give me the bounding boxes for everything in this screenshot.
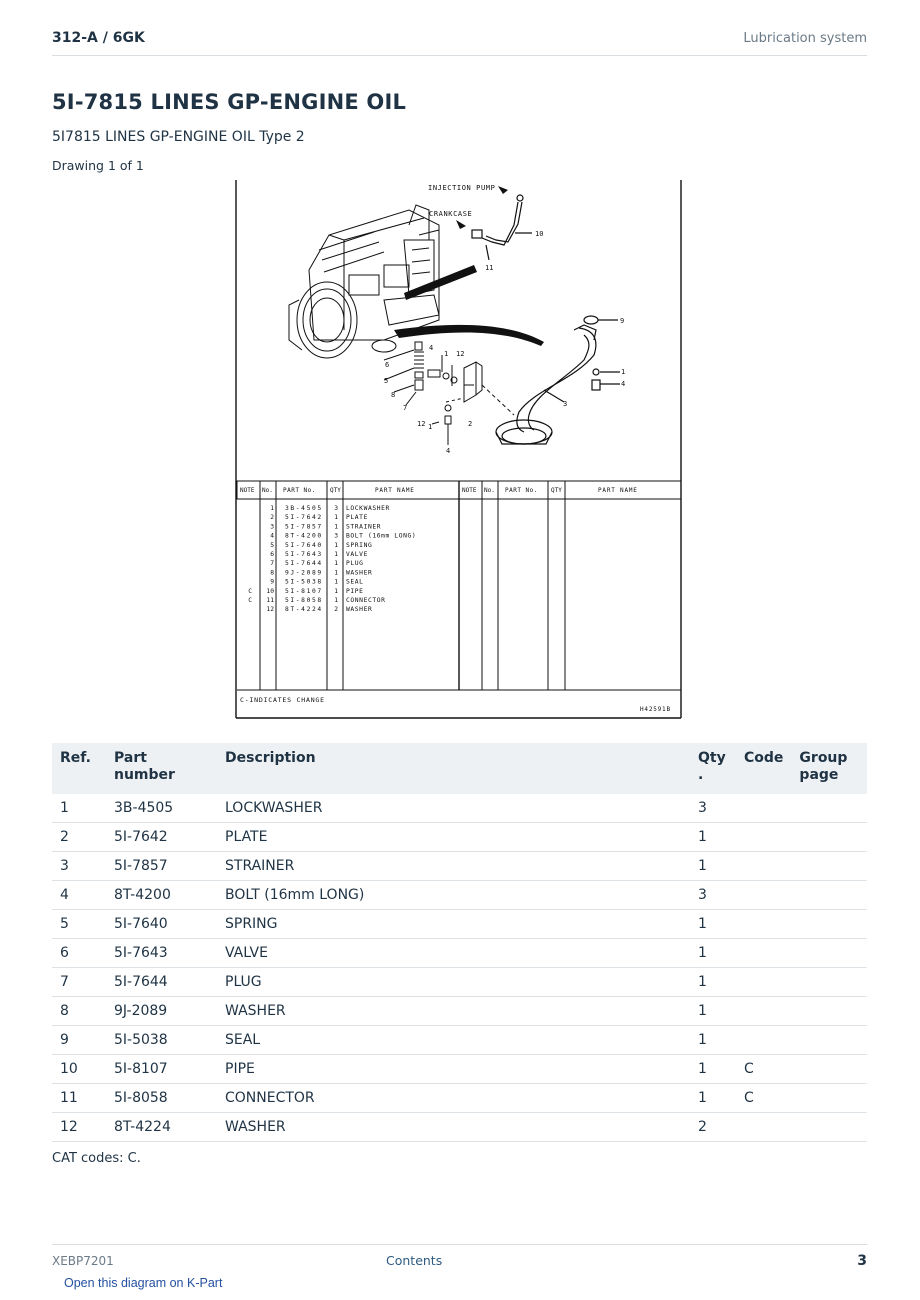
- col-group-page: [791, 743, 867, 794]
- drawing-row-no: 11: [266, 597, 274, 604]
- cell-code: C: [736, 1055, 791, 1084]
- col-code: Code: [736, 743, 791, 794]
- cell-ref: 8: [52, 997, 106, 1026]
- callout-12a: 12: [456, 350, 465, 358]
- table-row: [52, 1026, 867, 1055]
- drawing-row-no: 2: [270, 514, 274, 522]
- dh-part-name-2: PART NAME: [598, 487, 638, 494]
- change-note: C-INDICATES CHANGE: [240, 696, 325, 704]
- callout-4c: 4: [446, 447, 451, 455]
- callout-7: 7: [403, 404, 408, 412]
- drawing-row-qty: 1: [334, 578, 338, 586]
- cell-qty: 1: [690, 823, 736, 852]
- cell-description: CONNECTOR: [217, 1084, 690, 1113]
- cell-qty: 1: [690, 1084, 736, 1113]
- cell-code: [736, 881, 791, 910]
- drawing-row-no: 4: [270, 532, 274, 540]
- callout-6: 6: [385, 361, 390, 369]
- cell-description: LOCKWASHER: [217, 794, 690, 823]
- cell-description: PLUG: [217, 968, 690, 997]
- cell-group-page: [791, 852, 867, 881]
- table-row: [52, 794, 867, 823]
- parts-table-header: [52, 743, 867, 794]
- dh-qty-2: QTY: [551, 487, 562, 494]
- cell-description: SPRING: [217, 910, 690, 939]
- callout-5: 5: [384, 377, 389, 385]
- drawing-row-name: CONNECTOR: [346, 597, 386, 604]
- col-group-line1: Group: [799, 750, 848, 766]
- drawing-row-qty: 1: [334, 523, 338, 531]
- cell-qty: 1: [690, 852, 736, 881]
- col-qty-line2: .: [698, 767, 704, 783]
- callout-2: 2: [468, 420, 473, 428]
- cell-ref: 1: [52, 794, 106, 823]
- drawing-row-no: 5: [270, 541, 274, 549]
- drawing-row-qty: 1: [334, 551, 338, 558]
- page-title: 5I-7815 LINES GP-ENGINE OIL: [52, 90, 407, 114]
- cell-qty: 1: [690, 910, 736, 939]
- drawing-row-part: 5I-7644: [285, 560, 323, 568]
- drawing-row-part: 5I-5038: [285, 578, 323, 586]
- drawing-row-part: 8T-4200: [285, 532, 323, 540]
- callout-1b: 1: [621, 368, 626, 376]
- section-label: Lubrication system: [743, 31, 867, 46]
- col-description: Description: [217, 743, 690, 794]
- drawing-row-name: PLATE: [346, 514, 368, 522]
- cell-ref: 2: [52, 823, 106, 852]
- drawing-number: H42591B: [640, 706, 671, 713]
- cell-code: [736, 852, 791, 881]
- col-ref: Ref.: [52, 743, 106, 794]
- drawing-row-part: 3B-4505: [285, 505, 323, 512]
- cell-group-page: [791, 968, 867, 997]
- cell-part-number: 8T-4224: [106, 1113, 217, 1142]
- table-row: [52, 852, 867, 881]
- cell-ref: 7: [52, 968, 106, 997]
- dh-qty: QTY: [330, 487, 341, 494]
- cell-part-number: 5I-7857: [106, 852, 217, 881]
- drawing-row-part: 5I-7643: [285, 551, 323, 558]
- callout-injection-pump: INJECTION PUMP: [428, 184, 496, 192]
- cell-part-number: 5I-7643: [106, 939, 217, 968]
- table-row: [52, 997, 867, 1026]
- cell-code: [736, 1026, 791, 1055]
- cell-group-page: [791, 1026, 867, 1055]
- cell-part-number: 9J-2089: [106, 997, 217, 1026]
- cell-code: [736, 968, 791, 997]
- drawing-row-no: 1: [270, 505, 274, 512]
- dh-note-2: NOTE: [462, 487, 477, 494]
- cell-group-page: [791, 1084, 867, 1113]
- drawing-row-name: LOCKWASHER: [346, 505, 390, 512]
- drawing-row-qty: 1: [334, 587, 338, 595]
- drawing-row-no: 6: [270, 551, 274, 558]
- drawing-row-note: C: [248, 587, 252, 595]
- drawing-counter: Drawing 1 of 1: [52, 158, 144, 173]
- cell-part-number: 3B-4505: [106, 794, 217, 823]
- dh-part-no: PART No.: [283, 487, 316, 494]
- cell-part-number: 5I-7644: [106, 968, 217, 997]
- drawing-row-qty: 1: [334, 560, 338, 568]
- page-footer: [52, 1244, 867, 1275]
- drawing-row-name: VALVE: [346, 551, 368, 558]
- drawing-row-part: 5I-8107: [285, 587, 323, 595]
- cell-qty: 2: [690, 1113, 736, 1142]
- drawing-row-name: WASHER: [346, 569, 373, 577]
- drawing-row-name: SPRING: [346, 541, 373, 549]
- cell-group-page: [791, 997, 867, 1026]
- cell-qty: 1: [690, 1055, 736, 1084]
- cell-qty: 1: [690, 939, 736, 968]
- cell-group-page: [791, 794, 867, 823]
- drawing-row-name: PIPE: [346, 587, 364, 595]
- cell-code: [736, 997, 791, 1026]
- cell-code: [736, 823, 791, 852]
- contents-link[interactable]: Contents: [386, 1253, 443, 1268]
- drawing-row-name: WASHER: [346, 606, 373, 614]
- drawing-row-no: 9: [270, 578, 274, 586]
- cell-code: [736, 794, 791, 823]
- dh-no: No.: [262, 487, 273, 494]
- page-header: [52, 28, 867, 56]
- drawing-row-part: 5I-7857: [285, 523, 323, 531]
- callout-3: 3: [563, 400, 568, 408]
- cell-group-page: [791, 881, 867, 910]
- cell-code: C: [736, 1084, 791, 1113]
- callout-1a: 1: [444, 350, 449, 358]
- cell-qty: 1: [690, 1026, 736, 1055]
- drawing-row-part: 9J-2089: [285, 569, 323, 577]
- drawing-row-qty: 1: [334, 569, 338, 577]
- cell-ref: 6: [52, 939, 106, 968]
- col-qty-line1: Qty: [698, 750, 726, 766]
- cell-code: [736, 1113, 791, 1142]
- cell-ref: 9: [52, 1026, 106, 1055]
- drawing-row-name: BOLT (16mm LONG): [346, 532, 417, 540]
- cell-group-page: [791, 910, 867, 939]
- drawing-row-part: 5I-7642: [285, 514, 323, 522]
- drawing-row-no: 12: [266, 606, 274, 614]
- callout-crankcase: CRANKCASE: [429, 210, 473, 218]
- cell-part-number: 8T-4200: [106, 881, 217, 910]
- table-row: [52, 881, 867, 910]
- callout-12b: 12: [417, 420, 426, 428]
- callout-10: 10: [535, 230, 544, 238]
- drawing-row-qty: 3: [334, 505, 338, 512]
- cell-ref: 12: [52, 1113, 106, 1142]
- col-group-line2: page: [799, 767, 839, 783]
- table-row: [52, 823, 867, 852]
- cell-description: PLATE: [217, 823, 690, 852]
- document-id: XEBP7201: [52, 1254, 114, 1268]
- cell-description: PIPE: [217, 1055, 690, 1084]
- table-row: [52, 968, 867, 997]
- drawing-row-qty: 2: [334, 606, 338, 614]
- cell-group-page: [791, 1055, 867, 1084]
- callout-4a: 4: [429, 344, 434, 352]
- drawing-row-note: C: [248, 597, 252, 604]
- page-number: 3: [857, 1253, 867, 1269]
- cell-ref: 10: [52, 1055, 106, 1084]
- cell-code: [736, 910, 791, 939]
- drawing-row-qty: 1: [334, 514, 338, 522]
- drawing-row-no: 8: [270, 569, 274, 577]
- cell-qty: 3: [690, 881, 736, 910]
- drawing-row-name: SEAL: [346, 578, 364, 586]
- cell-qty: 1: [690, 968, 736, 997]
- drawing-row-name: STRAINER: [346, 523, 382, 531]
- table-row: [52, 1113, 867, 1142]
- dh-no-2: No.: [484, 487, 495, 494]
- open-kpart-link[interactable]: Open this diagram on K-Part: [64, 1276, 223, 1290]
- cell-description: WASHER: [217, 1113, 690, 1142]
- cell-part-number: 5I-7640: [106, 910, 217, 939]
- cell-ref: 4: [52, 881, 106, 910]
- cell-group-page: [791, 823, 867, 852]
- col-qty: [690, 743, 736, 794]
- cell-ref: 11: [52, 1084, 106, 1113]
- cell-ref: 5: [52, 910, 106, 939]
- cell-part-number: 5I-8058: [106, 1084, 217, 1113]
- drawing-row-part: 5I-8058: [285, 597, 323, 604]
- drawing-row-part: 8T-4224: [285, 606, 323, 614]
- cat-codes-note: CAT codes: C.: [52, 1151, 141, 1166]
- cell-description: VALVE: [217, 939, 690, 968]
- parts-diagram: [234, 180, 684, 725]
- table-row: [52, 910, 867, 939]
- drawing-row-no: 3: [270, 523, 274, 531]
- model-label: 312-A / 6GK: [52, 30, 145, 46]
- dh-part-name: PART NAME: [375, 487, 415, 494]
- col-part-number: Part number: [106, 743, 217, 794]
- callout-1c: 1: [428, 423, 433, 431]
- cell-description: WASHER: [217, 997, 690, 1026]
- drawing-row-qty: 1: [334, 597, 338, 604]
- dh-note: NOTE: [240, 487, 255, 494]
- cell-qty: 1: [690, 997, 736, 1026]
- parts-diagram-svg: [234, 180, 684, 725]
- dh-part-no-2: PART No.: [505, 487, 538, 494]
- cell-ref: 3: [52, 852, 106, 881]
- cell-part-number: 5I-5038: [106, 1026, 217, 1055]
- table-row: [52, 939, 867, 968]
- cell-description: BOLT (16mm LONG): [217, 881, 690, 910]
- drawing-row-part: 5I-7640: [285, 541, 323, 549]
- drawing-row-no: 10: [266, 587, 274, 595]
- cell-description: SEAL: [217, 1026, 690, 1055]
- callout-8: 8: [391, 391, 396, 399]
- drawing-parts-rows: [248, 505, 416, 613]
- cell-code: [736, 939, 791, 968]
- callout-4b: 4: [621, 380, 626, 388]
- cell-group-page: [791, 939, 867, 968]
- parts-table: [52, 743, 867, 1142]
- table-row: [52, 1084, 867, 1113]
- cell-qty: 3: [690, 794, 736, 823]
- cell-group-page: [791, 1113, 867, 1142]
- cell-part-number: 5I-7642: [106, 823, 217, 852]
- table-row: [52, 1055, 867, 1084]
- callout-9: 9: [620, 317, 625, 325]
- callout-11: 11: [485, 264, 494, 272]
- drawing-row-qty: 1: [334, 541, 338, 549]
- drawing-row-qty: 3: [334, 532, 338, 540]
- cell-part-number: 5I-8107: [106, 1055, 217, 1084]
- drawing-row-no: 7: [270, 560, 274, 568]
- page-subtitle: 5I7815 LINES GP-ENGINE OIL Type 2: [52, 129, 305, 145]
- cell-description: STRAINER: [217, 852, 690, 881]
- drawing-row-name: PLUG: [346, 560, 364, 568]
